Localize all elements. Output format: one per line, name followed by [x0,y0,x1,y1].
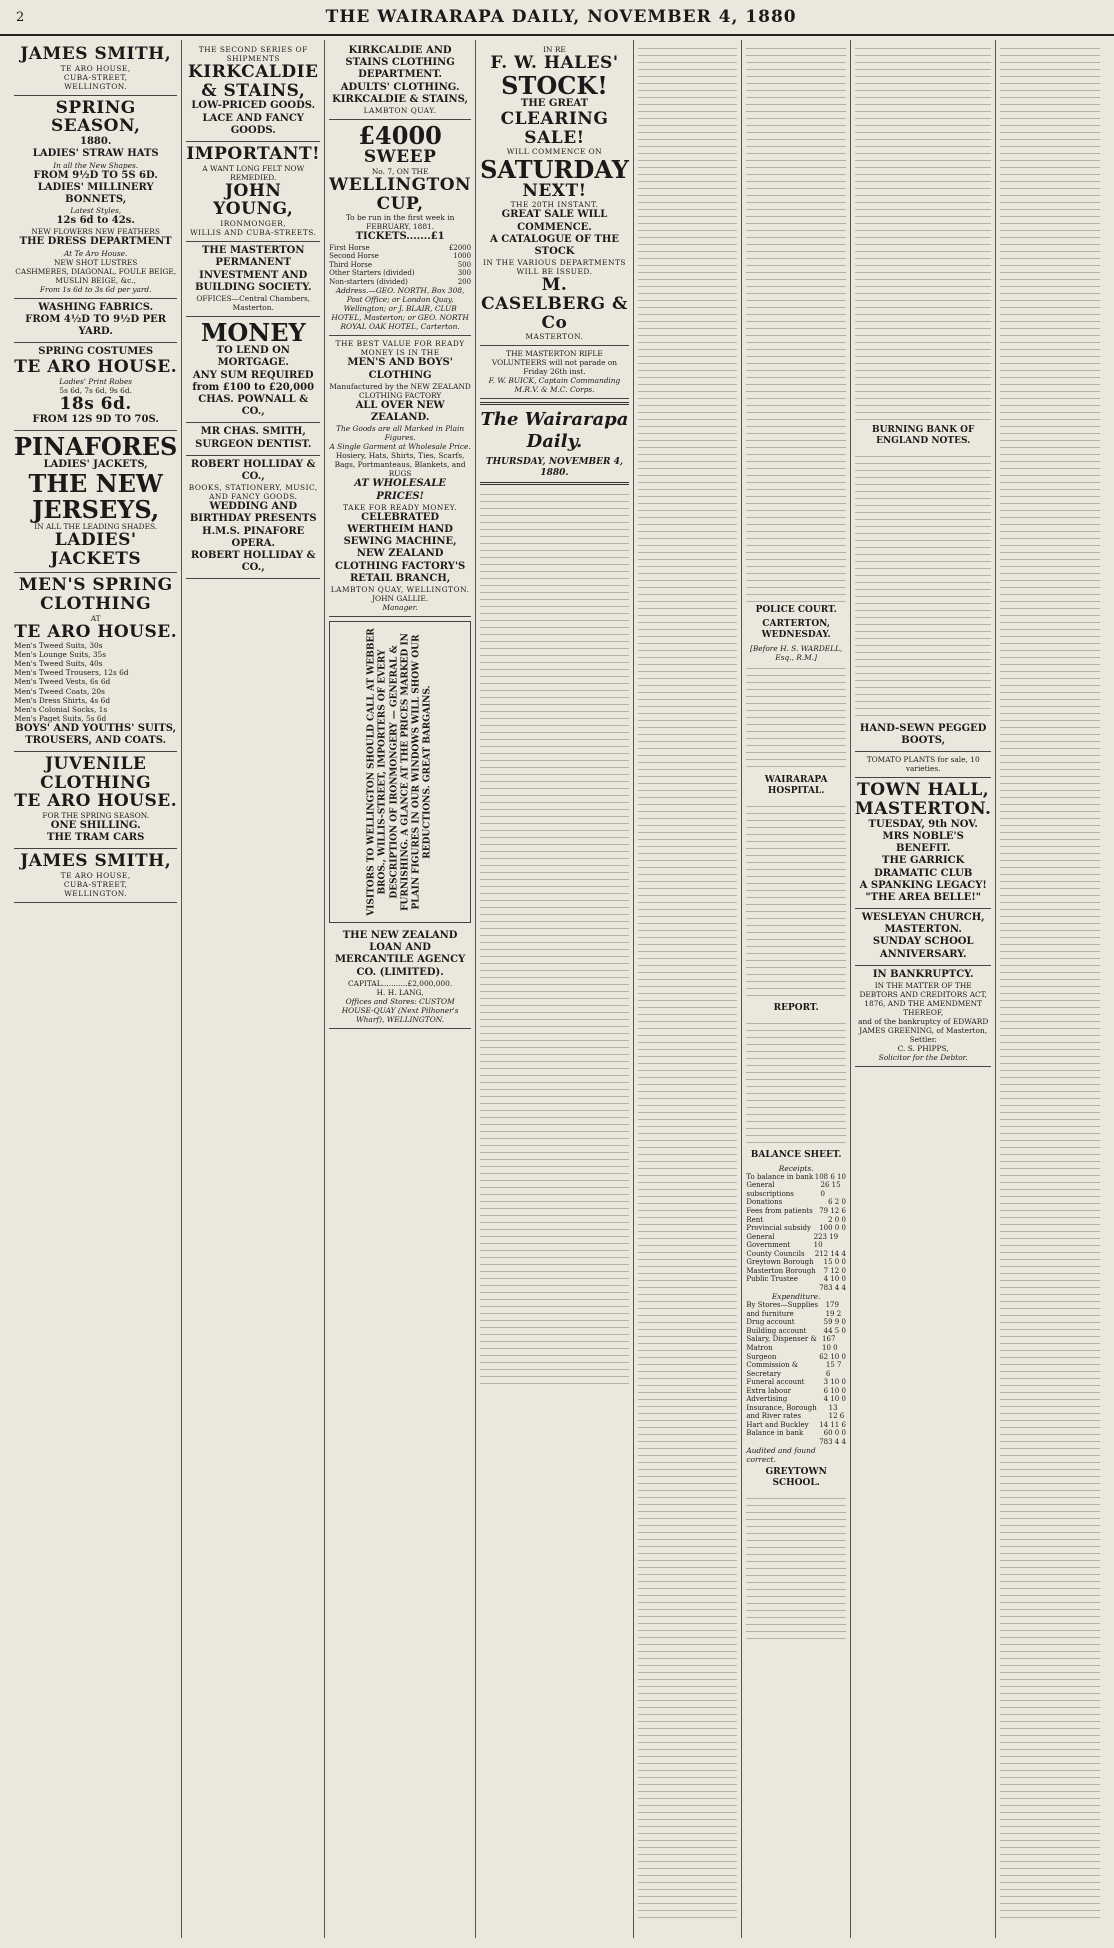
plain-figures: The Goods are all Marked in Plain Figures. [336,424,465,443]
ad-ladies-jackets: LADIES' JACKETS [50,529,142,569]
tomato-ad [855,752,992,778]
ledger-value: 4 10 0 [823,1275,846,1284]
ad-cashmere: CASHMERES, DIAGONAL, FOULE BEIGE, MUSLIN BEIGE, &c., [15,266,177,285]
ledger-label: Greytown Borough [746,1258,814,1267]
columns [10,40,1104,1938]
important-head: IMPORTANT! [186,144,321,164]
sweep-ad [329,120,471,336]
loan-head: THE NEW ZEALAND LOAN AND MERCANTILE AGENCY CO. (LIMITED). [334,930,466,978]
rifle-buick: F. W. BUICK, Captain Commanding M.R.V. & M.C. Corps. [488,376,621,395]
burning-notes-head: BURNING BANK OF ENGLAND NOTES. [871,425,975,446]
issued: WILL BE ISSUED. [516,267,593,277]
pinafore-opera: H.M.S. PINAFORE OPERA. [202,525,305,549]
bankruptcy-ad [855,966,992,1067]
cup-sub: To be run in the first week in FEBRUARY, 1881. [345,213,455,232]
saturday: SATURDAY [480,154,629,184]
ledger-label: Building account [746,1326,807,1335]
bankruptcy-signature: C. S. PHIPPS, [897,1044,949,1054]
ad-spring-clothing: MEN'S SPRING CLOTHING [18,575,173,614]
juvenile-ad [14,752,177,849]
holliday: ROBERT HOLLIDAY & CO., [190,458,316,482]
receipts-head: Receipts. [778,1163,814,1173]
column-8 [995,40,1104,1938]
ad-flowers: NEW FLOWERS NEW FEATHERS [31,227,160,237]
clothing-dept-ad [329,42,471,120]
ledger-label: Salary, Dispenser & Matron [746,1335,817,1352]
ledger-label: Extra labour [746,1386,791,1395]
wedding: WEDDING AND BIRTHDAY PRESENTS [189,501,317,525]
holliday-ad [186,456,320,580]
ledger-value: 6 2 0 [828,1198,846,1207]
ad-one-shilling: ONE SHILLING. [50,820,141,832]
single-garment: A Single Garment at Wholesale Price. [329,442,471,452]
balance-head: BALANCE SHEET. [750,1149,842,1160]
suit-price-line: Men's Colonial Socks, 1s [14,704,108,714]
manager: Manager. [382,602,418,612]
commence: WILL COMMENCE ON [506,147,603,157]
ledger-row [329,278,471,287]
ledger-label: General Government [746,1232,791,1250]
garrick: THE GARRICK DRAMATIC CLUB [874,855,973,879]
ad-te-aro-house: TE ARO HOUSE. [14,621,178,642]
wesleyan-ad [855,909,992,966]
notices-body-top [855,42,992,422]
nzcf-loc: LAMBTON QUAY, WELLINGTON. [330,584,470,594]
editorial-body [480,488,629,1388]
nz-clothing-ad [329,336,471,617]
hospital-body [746,800,846,1000]
ledger-value: 14 11 6 [819,1420,846,1429]
catalogue: A CATALOGUE OF THE STOCK [489,233,619,257]
newspaper-title: THE WAIRARAPA DAILY, NOVEMBER 4, 1880 [325,7,797,27]
nzcf-branch: NEW ZEALAND CLOTHING FACTORY'S RETAIL BRANCH, [334,548,466,584]
ad-washing-price: FROM 4½D TO 9½D PER YARD. [25,313,167,338]
ad-bonnets-sub: Latest Styles, [70,206,122,216]
greytown-head: GREYTOWN SCHOOL. [765,1467,827,1489]
stock: STOCK! [501,70,608,100]
ledger-row [746,1318,846,1327]
great: THE GREAT [520,97,589,109]
ledger-value: 6 10 0 [823,1386,846,1395]
column-3 [324,40,475,1938]
ad-washing: WASHING FABRICS. [38,301,154,313]
ledger-row [329,252,471,261]
suit-price-line: Men's Tweed Coats, 20s [14,686,105,696]
ledger-row [746,1224,846,1233]
ledger-label: Public Trustee [746,1275,798,1284]
audited: Audited and found correct. [746,1446,816,1465]
ad-straw: LADIES' STRAW HATS [32,148,159,160]
ledger-value: 59 9 0 [823,1318,846,1327]
willis: WILLIS AND CUBA-STREETS. [190,228,317,238]
suit-price-line: Men's Tweed Suits, 40s [14,659,103,669]
column-6 [741,40,850,1938]
boots-ad [855,720,992,752]
manufactured: Manufactured by the NEW ZEALAND CLOTHING FACTORY [329,381,471,400]
ledger-value: 15 0 0 [823,1258,846,1267]
police-court-head: POLICE COURT. [755,605,837,615]
ledger-row [746,1216,846,1225]
washing-ad [14,299,177,344]
editorial-masthead: The Wairarapa Daily. [480,409,629,453]
ledger-value: 108 6 10 [814,1172,846,1181]
sweep-word: SWEEP [363,147,437,168]
ledger-label: To balance in bank [746,1172,814,1181]
ad-town: WELLINGTON. [64,81,128,91]
ledger-row [746,1429,846,1438]
adults-head: ADULTS' CLOTHING. [340,81,460,93]
ledger-row [746,1233,846,1250]
ad-straw-sub: In all the New Shapes. [53,160,139,170]
ad-year: 1880. [80,136,112,148]
ledger-label: Commission & Secretary [746,1361,799,1378]
expend-total: 783 4 4 [819,1437,846,1446]
ledger-value: 79 12 6 [819,1207,846,1215]
loan-capital: CAPITAL...........£2,000,000. [348,978,453,988]
clearing: CLEARING SALE! [500,109,609,148]
depts: IN THE VARIOUS DEPARTMENTS [482,258,626,268]
closing-house: TE ARO HOUSE, [60,871,131,881]
police-body [746,662,846,772]
suits-list [14,641,177,722]
suit-price-line: Men's Lounge Suits, 35s [14,650,107,660]
ledger-row [746,1173,846,1182]
spangled: A SPANKING LEGACY! [859,879,987,891]
clothing-header: KIRKCALDIE AND STAINS CLOTHING DEPARTMENT. [345,45,455,81]
ad-jackets: LADIES' JACKETS, [43,459,148,471]
ledger-row [746,1335,846,1352]
bankruptcy-matter: IN THE MATTER OF THE DEBTORS AND CREDITORS ACT, 1876, AND THE AMENDMENT THEREOF, [859,981,987,1018]
divider-2 [480,482,629,485]
ledger-value: 179 19 2 [825,1301,842,1318]
suit-price-line: Men's Tweed Trousers, 12s 6d [14,668,129,678]
ad-firm: JAMES SMITH, [20,44,172,64]
ledger-value: 500 [457,260,472,269]
greytown-body [746,1492,846,1642]
ledger-label: Drug account [746,1318,795,1327]
ledger-row [746,1301,846,1318]
ledger-label: Third Horse [329,260,372,269]
ledger-value: 212 14 4 [814,1249,846,1258]
benefit: MRS NOBLE'S BENEFIT. [882,830,964,855]
hosiery: Hosiery, Hats, Shirts, Ties, Scarfs, Bags, Portmanteaus, Blankets, and RUGS [334,451,466,479]
ledger-label: By Stores—Supplies and furniture [746,1301,819,1318]
ad-jerseys: THE NEW JERSEYS, [28,469,163,524]
ad-print-price: 5s 6d, 7s 6d, 9s 6d. [59,386,132,396]
ad-cashmere-price: From 1s 6d to 3s 6d per yard. [39,284,152,294]
kirkcaldie-ad [186,42,320,142]
want-line: A WANT LONG FELT NOW REMEDIED. [202,163,305,182]
ledger-value: 62 10 0 [819,1352,846,1361]
pinafores-ad [14,431,177,573]
next: NEXT! [522,180,587,201]
cup: WELLINGTON CUP, [329,174,472,214]
ledger-label: Other Starters (divided) [329,269,415,278]
town-hall: TOWN HALL, MASTERTON. [854,780,992,820]
ad-juvenile: JUVENILE CLOTHING [40,754,152,793]
dentist: MR CHAS. SMITH, SURGEON DENTIST. [195,426,312,450]
money-lend: TO LEND ON MORTGAGE. [216,345,290,369]
ad-bonnets-price: 12s 6d to 42s. [56,215,135,227]
burning-body [855,450,992,720]
police-bench: [Before H. S. WARDELL, Esq., R.M.] [749,643,843,662]
suit-price-line: Men's Tweed Suits, 30s [14,641,103,651]
ledger-row [746,1421,846,1430]
ledger-label: Donations [746,1198,783,1207]
sale-date: THE 20TH INSTANT. [510,200,599,210]
lace-head: LACE AND FANCY GOODS. [202,112,304,136]
ledger-label: Surgeon [746,1352,777,1361]
all-over: ALL OVER NEW ZEALAND. [355,399,445,423]
ad-street: CUBA-STREET, [63,72,128,82]
bankruptcy-solicitor: Solicitor for the Debtor. [878,1053,968,1063]
ledger-value: 44 5 0 [823,1326,846,1335]
ledger-label: Balance in bank [746,1429,804,1438]
ledger-label: General subscriptions [746,1181,794,1198]
ironmonger: IRONMONGER, [220,219,287,229]
ad-costumes: SPRING COSTUMES [38,346,154,358]
ledger-value: 26 15 0 [820,1181,841,1198]
bankruptcy: IN BANKRUPTCY. [872,968,974,980]
ledger-value: 3 10 0 [823,1378,846,1387]
ledger-value: 2 0 0 [828,1215,846,1224]
ad-juvenile-house: TE ARO HOUSE. [14,791,178,812]
ledger-value: 13 12 6 [828,1403,845,1421]
ledger-value: 1000 [453,252,472,261]
ad-jerseys-sub: IN ALL THE LEADING SHADES. [34,521,158,531]
caselberg: M. CASELBERG & Co [481,275,628,333]
webber-vertical-ad [329,621,471,923]
prize-list [329,244,471,287]
kirkcaldie-firm-2: KIRKCALDIE & STAINS, [332,93,469,105]
ledger-row [746,1404,846,1421]
rifle-text: THE MASTERTON RIFLE VOLUNTEERS will not parade on Friday 26th inst. [491,349,618,377]
area-belle: "THE AREA BELLE!" [865,891,981,903]
ledger-row [746,1378,846,1387]
great2: GREAT SALE WILL COMMENCE. [501,209,608,233]
in-re: IN RE [543,45,566,54]
ledger-label: Advertising [746,1395,788,1404]
closing-street: CUBA-STREET, [63,880,128,890]
notices-body [1000,42,1100,1922]
column-4 [475,40,633,1938]
tomato: TOMATO PLANTS for sale, 10 varieties. [866,755,980,774]
ledger-label: County Councils [746,1249,805,1258]
suit-price-line: Men's Paget Suits, 5s 6d [14,713,107,723]
building-head: THE MASTERTON PERMANENT INVESTMENT AND BUILDING SOCIETY. [195,245,312,293]
money-head: MONEY [200,318,306,347]
money-sums: ANY SUM REQUIRED from £100 to £20,000 [192,369,315,393]
loan-offices: Offices and Stores: CUSTOM HOUSE-QUAY (Next Pilhoner's Wharf), WELLINGTON. [341,996,459,1024]
ledger-value: 100 0 0 [819,1224,846,1233]
hales: F. W. HALES' [490,53,619,74]
masterton: MASTERTON. [525,332,584,342]
ledger-value: 15 7 6 [825,1361,842,1378]
spring-clothing-ad [14,573,177,752]
ledger-label: Second Horse [329,252,379,261]
news-body-top [746,42,846,602]
ledger-row [329,269,471,278]
ledger-label: Insurance, Borough and River rates [746,1403,817,1421]
column-7 [850,40,996,1938]
loan-ad [329,927,471,1029]
ad-dress: THE DRESS DEPARTMENT [19,236,172,248]
loan-lang: H. H. LANG, [376,987,424,997]
ad-at: AT [90,613,101,623]
bankruptcy-debtor: and of the bankruptcy of EDWARD JAMES GREENING, of Masterton, Settler. [858,1017,989,1045]
ledger-row [746,1258,846,1267]
masthead [0,0,1114,36]
ledger-value: 60 0 0 [823,1429,846,1438]
ad-te-aro: TE ARO HOUSE. [14,357,178,378]
building-society-ad [186,242,320,317]
tuesday: TUESDAY, 9th NOV. [868,818,978,830]
ledger-label: Rent [746,1215,764,1224]
holliday2: ROBERT HOLLIDAY & CO., [190,549,316,574]
ad-juvenile-season: FOR THE SPRING SEASON. [42,811,150,821]
page-number: 2 [16,9,25,25]
expend-list [746,1301,846,1438]
sunday: SUNDAY SCHOOL ANNIVERSARY. [872,936,974,960]
ledger-value: 300 [457,269,472,278]
receipt-total: 783 4 4 [819,1283,846,1292]
spring-season-ad [14,96,177,299]
ad-ulster: 18s 6d. [59,394,132,415]
receipt-total-row [746,1284,846,1293]
ledger-row [746,1353,846,1362]
books: BOOKS, STATIONERY, MUSIC, AND FANCY GOODS. [188,483,318,502]
ad-boys: BOYS' AND YOUTHS' SUITS, TROUSERS, AND COATS. [15,722,177,746]
young-name: JOHN YOUNG, [213,180,294,220]
closing-ad [14,849,177,903]
ledger-value: £2000 [448,243,472,252]
ad-trams: THE TRAM CARS [47,832,145,844]
ledger-row [329,261,471,270]
ledger-row [746,1361,846,1378]
town-hall-ad [855,778,992,909]
ledger-label: Non-starters (divided) [329,277,408,286]
suit-price-line: Men's Dress Shirts, 4s 6d [14,695,111,705]
closing-town: WELLINGTON. [64,889,128,899]
report-head: REPORT. [773,1002,819,1013]
james-smith-ad [14,42,177,96]
money-ad [186,317,320,423]
building-offices: OFFICES—Central Chambers, Masterton. [196,293,311,312]
ledger-label: First Horse [329,243,370,252]
ledger-row [746,1395,846,1404]
report-body [746,1017,846,1147]
ad-print-robes: Ladies' Print Robes [59,377,133,387]
rifle-notice [480,346,629,399]
ledger-row [746,1181,846,1198]
ledger-label: Fees from patients [746,1207,813,1215]
ledger-value: 223 19 10 [813,1232,839,1250]
sweep-sub: No. 7, ON THE [371,166,429,176]
ledger-row [746,1198,846,1207]
low-priced: LOW-PRICED GOODS. [191,100,316,112]
divider [480,402,629,405]
local-news-body [638,42,738,1922]
ad-season: SPRING SEASON, [50,97,141,137]
tickets: TICKETS.......£1 [355,231,445,243]
ledger-row [746,1275,846,1284]
hospital-head: WAIRARAPA HOSPITAL. [764,774,828,796]
vertical-ad-text: VISITORS TO WELLINGTON SHOULD CALL AT WEBBER BROS., WILLIS-STREET, IMPORTERS OF EVERY DESCRIPTION OF IRONMONGERY — GENERAL & FURNISHING. A GLANCE AT THE PRICES MARKED IN PLAIN FIGURES IN OUR WINDOWS WILL SHOW OUR REDUCTIONS. GREAT BARGAINS. [366,628,433,916]
sweep-address: Address.—GEO. NORTH, Box 308, Post Office; or London Quay, Wellington; or J. BLAIR, CLUB HOTEL, Masterton; or GEO. NORTH ROYAL OAK HOTEL, Carterton. [331,286,469,332]
ad-dress-sub: At Te Aro House. [63,248,128,258]
column-1 [10,40,181,1938]
best-value: THE BEST VALUE FOR READY MONEY IS IN THE [335,339,465,358]
ledger-value: 167 10 0 [822,1335,838,1352]
police-court-place: CARTERTON, WEDNESDAY. [761,618,831,640]
ledger-row [746,1207,846,1216]
important-ad [186,142,320,242]
wholesale: AT WHOLESALE PRICES! [354,478,447,502]
ad-house: TE ARO HOUSE, [60,63,131,73]
closing-firm: JAMES SMITH, [20,851,172,872]
receipt-list [746,1173,846,1284]
ledger-row [746,1250,846,1259]
handsewn: HAND-SEWN PEGGED BOOTS, [859,722,987,747]
ledger-value: 7 12 0 [823,1266,846,1275]
ledger-row [329,244,471,253]
ledger-label: Provincial subsidy [746,1224,811,1233]
kirkcaldie-firm: KIRKCALDIE & STAINS, [187,62,319,101]
ad-bonnets: LADIES' MILLINERY BONNETS, [37,181,154,205]
ledger-label: Funeral account [746,1378,805,1387]
pownall: CHAS. POWNALL & CO., [198,393,309,418]
hales-ad [480,42,629,346]
ledger-row [746,1267,846,1276]
ledger-label: Masterton Borough [746,1266,816,1275]
ad-straw-price: FROM 9½D TO 5S 6D. [33,169,158,181]
suit-price-line: Men's Tweed Vests, 6s 6d [14,677,111,687]
ad-costume-price: FROM 12S 9D TO 70S. [32,413,159,425]
editorial-date: THURSDAY, NOVEMBER 4, 1880. [485,457,624,479]
column-5 [633,40,742,1938]
wesleyan: WESLEYAN CHURCH, MASTERTON. [861,912,985,936]
wertheim: CELEBRATED WERTHEIM HAND SEWING MACHINE, [343,511,457,548]
ready-money: TAKE FOR READY MONEY. [343,502,458,512]
sweep-amount: £4000 [358,120,442,150]
ad-lustres: NEW SHOT LUSTRES [53,257,138,267]
expend-total-row [746,1438,846,1447]
ledger-value: 200 [457,277,472,286]
expenditure-head: Expenditure. [771,1292,821,1302]
lambton: LAMBTON QUAY. [363,105,437,115]
ledger-row [746,1327,846,1336]
mens-boys: MEN'S AND BOYS' CLOTHING [347,357,453,381]
shipments-head: THE SECOND SERIES OF SHIPMENTS [198,45,308,64]
ad-pinafores: PINAFORES [14,432,178,462]
gallie: JOHN GALLIE. [372,593,429,603]
costumes-ad [14,343,177,431]
column-2 [181,40,324,1938]
ledger-row [746,1387,846,1396]
ledger-value: 4 10 0 [823,1395,846,1404]
ledger-label: Hart and Buckley [746,1420,809,1429]
dentist-ad [186,423,320,455]
